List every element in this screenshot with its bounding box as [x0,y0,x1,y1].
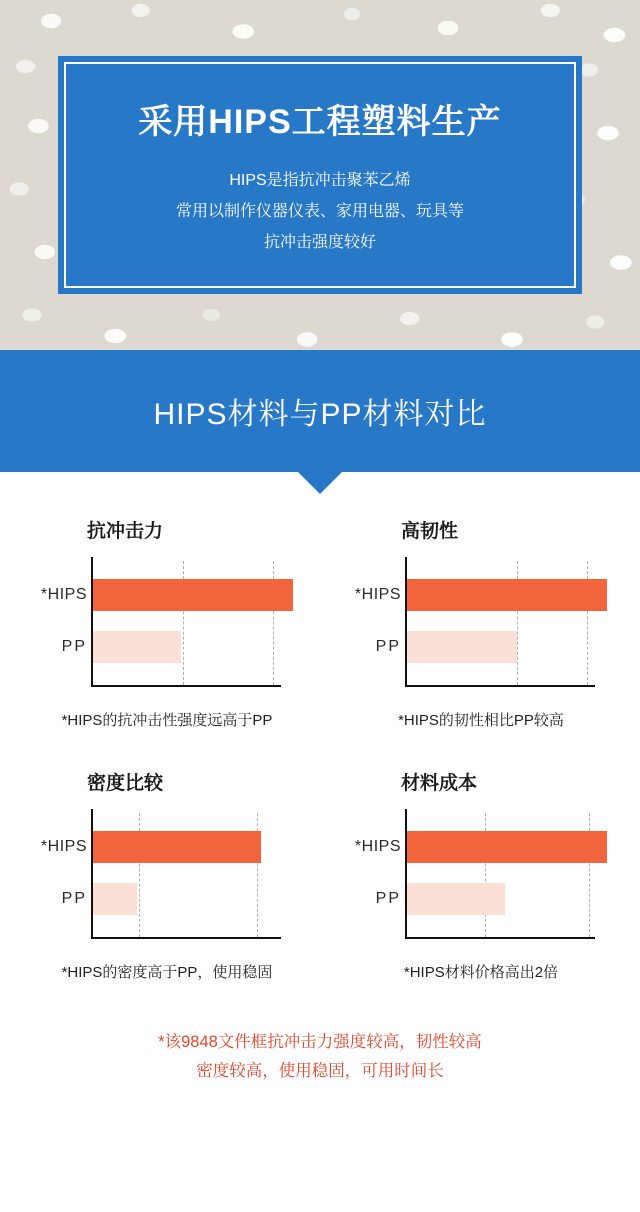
bar-pp [407,631,517,663]
hero-section [0,0,640,350]
x-axis [91,937,281,939]
summary-note-line-2: 密度较高，使用稳固，可用时间长 [196,1061,444,1080]
hero-panel [58,56,582,294]
chart-plot [13,809,303,949]
hero-subtitle-line-2: 常用以制作仪器仪表、家用电器、玩具等 [175,202,464,220]
chart-plot [327,809,617,949]
bar-label-hips: *HIPS [40,838,87,855]
chart-title: 材料成本 [401,773,478,794]
hero-panel-inner [64,62,576,288]
y-axis [91,557,93,687]
section-title-band [0,350,640,472]
bar-hips [93,831,261,863]
chart-annotation: *HIPS的韧性相比PP较高 [398,712,564,729]
chart-impact-resistance [13,516,313,730]
bar-label-pp: PP [61,890,87,907]
chart-title: 高韧性 [401,521,459,542]
bar-label-pp: PP [61,638,87,655]
band-arrow-icon [298,472,342,494]
bar-label-pp: PP [375,890,401,907]
bar-hips [407,831,607,863]
x-axis [91,685,281,687]
x-axis [405,685,595,687]
x-axis [405,937,595,939]
hero-subtitle-line-3: 抗冲击强度较好 [263,234,376,252]
bar-label-hips: *HIPS [354,838,401,855]
y-axis [405,557,407,687]
hero-title: 采用HIPS工程塑料生产 [138,103,502,141]
chart-title: 密度比较 [87,773,164,794]
chart-toughness [327,516,627,730]
comparison-charts [0,472,640,982]
bar-pp [407,883,505,915]
chart-annotation: *HIPS的密度高于PP，使用稳固 [61,964,273,981]
chart-row-2 [0,768,640,982]
bar-hips [407,579,607,611]
chart-title: 抗冲击力 [87,521,164,542]
hero-subtitle-line-1: HIPS是指抗冲击聚苯乙烯 [229,171,411,189]
section-title: HIPS材料与PP材料对比 [153,398,487,431]
chart-density [13,768,313,982]
chart-material-cost [327,768,627,982]
y-axis [91,809,93,939]
chart-annotation: *HIPS的抗冲击性强度远高于PP [61,712,273,729]
bar-pp [93,883,137,915]
bar-hips [93,579,293,611]
hero-subtitle [176,165,464,259]
chart-row-1 [0,516,640,730]
bar-label-pp: PP [375,638,401,655]
bar-label-hips: *HIPS [354,586,401,603]
bar-pp [93,631,181,663]
chart-annotation: *HIPS材料价格高出2倍 [403,964,559,981]
chart-plot [13,557,303,697]
summary-note [0,1028,640,1086]
summary-note-line-1: *该9848文件框抗冲击力强度较高，韧性较高 [158,1033,482,1051]
chart-row-divider [0,730,640,768]
bar-label-hips: *HIPS [40,586,87,603]
chart-plot [327,557,617,697]
y-axis [405,809,407,939]
